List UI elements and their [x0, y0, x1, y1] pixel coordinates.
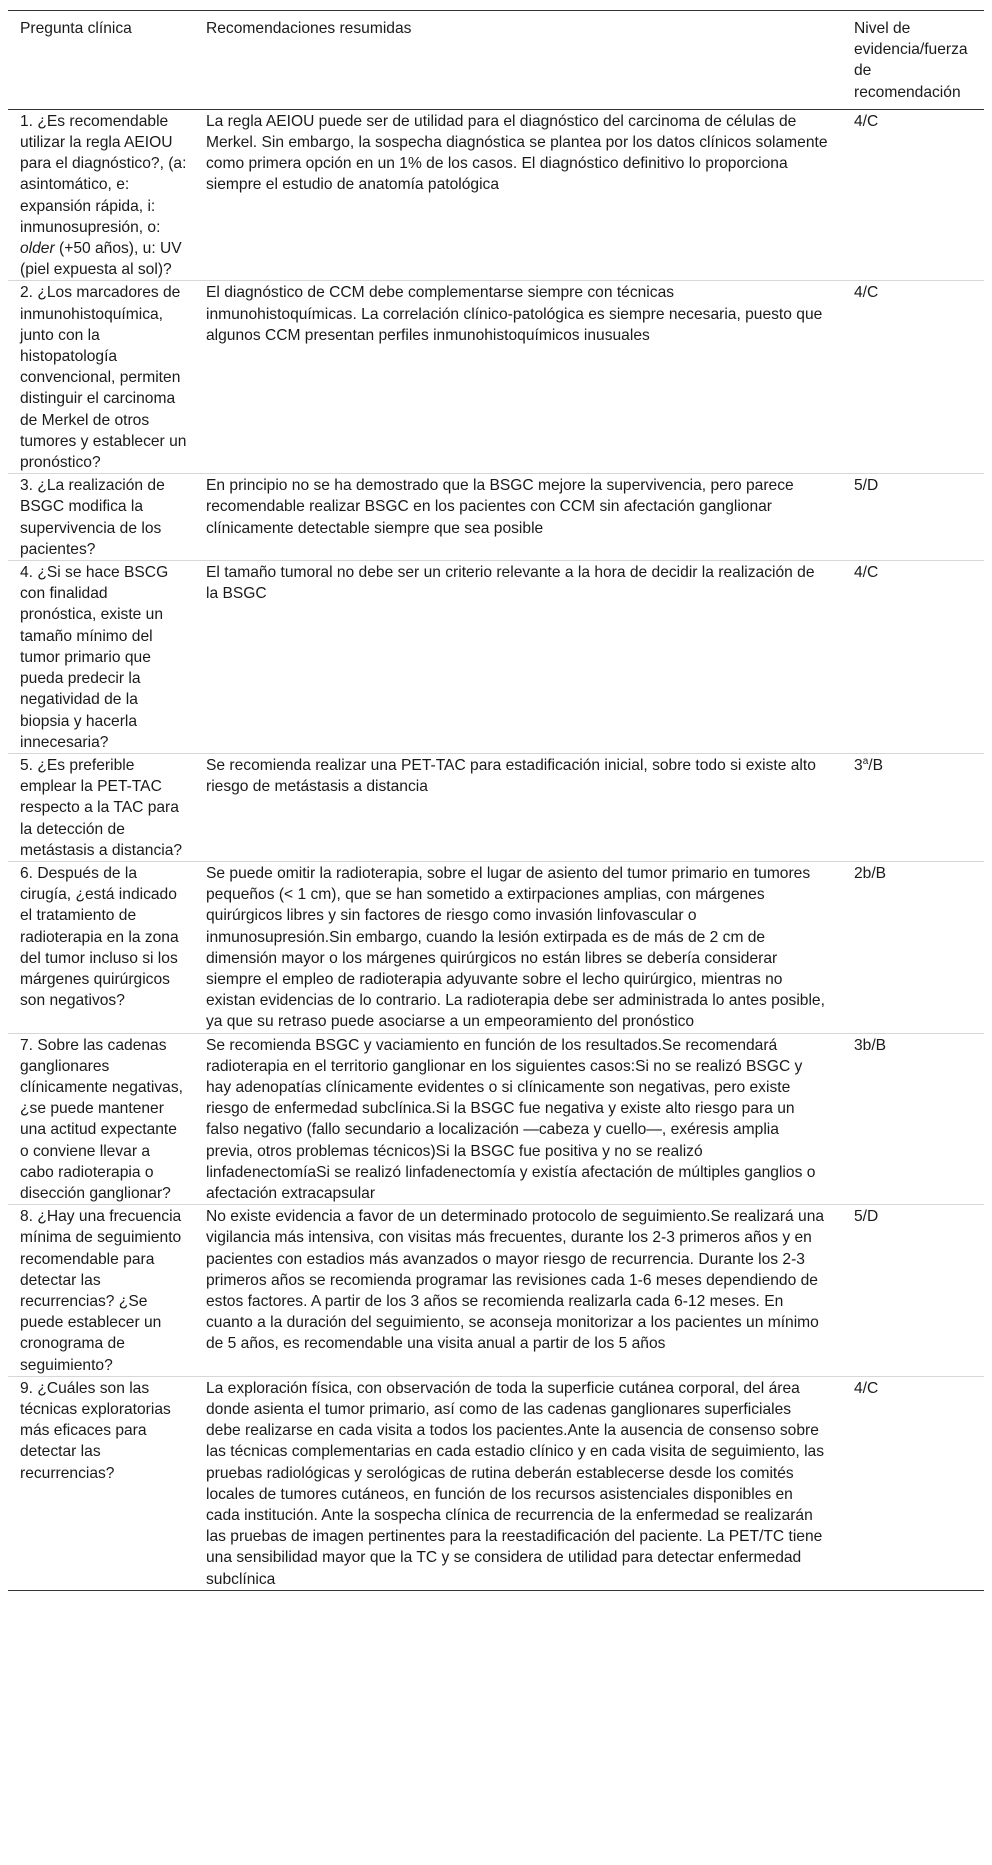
- question-cell: 6. Después de la cirugía, ¿está indicado el tratamiento de radioterapia en la zona del tumor incluso si los márgenes quirúrgicos son negativos?: [20, 864, 179, 1010]
- question-text: 1. ¿Es recomendable utilizar la regla AEIOU para el diagnóstico?, (a: asintomático, e: expansión rápida, i: inmunosupresión, o:: [20, 112, 187, 236]
- recommendations-table: [8, 10, 984, 1591]
- table-row: [8, 1376, 984, 1590]
- question-cell: 9. ¿Cuáles son las técnicas exploratorias más eficaces para detectar las recurrencias?: [20, 1379, 171, 1482]
- table-row: [8, 753, 984, 861]
- evidence-level-cell: 2b/B: [854, 864, 887, 882]
- evidence-level-cell: 4/C: [854, 1379, 879, 1397]
- recommendation-cell: Se recomienda realizar una PET-TAC para estadificación inicial, sobre todo si existe alto riesgo de metástasis a distancia: [206, 756, 816, 796]
- evidence-level-cell: 5/D: [854, 1208, 879, 1226]
- recommendation-cell: Se puede omitir la radioterapia, sobre el lugar de asiento del tumor primario en tumores pequeños (< 1 cm), que se han sometido a extirpaciones amplias, con márgenes quirúrgicos libres y sin factores de riesgo como invasión linfovascular o inmunosupresión.Sin embargo, cuando la lesión extirpada es de más de 2 cm de dimensión mayor o los márgenes quirúrgicos no están libres se debería considerar siempre el empleo de radioterapia adyuvante sobre el lecho quirúrgico, mientras no existan evidencias de lo contrario. La radioterapia debe ser administrada lo antes posible, ya que su retraso puede asociarse a un empeoramiento del pronóstico: [206, 864, 825, 1031]
- question-emphasis: older: [20, 240, 55, 258]
- recommendation-cell: No existe evidencia a favor de un determinado protocolo de seguimiento.Se realizará una vigilancia más intensiva, con visitas más frecuentes, durante los 2-3 primeros años y en pacientes con estadios más avanzados o mayor riesgo de recurrencia. Durante los 2-3 primeros años se recomienda programar las revisiones cada 1-6 meses dependiendo de estos factores. A partir de los 3 años se recomienda realizarla cada 6-12 meses. En cuanto a la duración del seguimiento, se aconseja monitorizar a los pacientes un mínimo de 5 años, es recomendable una visita anual a partir de los 5 años: [206, 1208, 825, 1353]
- evidence-level-cell: 3b/B: [854, 1036, 887, 1054]
- question-cell: 7. Sobre las cadenas ganglionares clínicamente negativas, ¿se puede mantener una actitud expectante o conviene llevar a cabo radioterapia o disección ganglionar?: [20, 1036, 183, 1202]
- evidence-level-main: 3: [854, 756, 863, 774]
- table-row: [8, 1033, 984, 1205]
- header-recommendation: Recomendaciones resumidas: [206, 20, 412, 37]
- evidence-level-superscript: a: [862, 755, 869, 767]
- evidence-level-cell: 4/C: [854, 564, 879, 582]
- table-row: [8, 861, 984, 1033]
- table-row: [8, 109, 984, 281]
- table-row: [8, 474, 984, 561]
- recommendation-cell: El tamaño tumoral no debe ser un criterio relevante a la hora de decidir la realización de la BSGC: [206, 564, 815, 603]
- table-row: [8, 281, 984, 474]
- recommendation-cell: El diagnóstico de CCM debe complementarse siempre con técnicas inmunohistoquímicas. La correlación clínico-patológica es siempre necesaria, puesto que algunos CCM presentan perfiles inmunohistoquímicos inusuales: [206, 284, 823, 344]
- recommendation-cell: La regla AEIOU puede ser de utilidad para el diagnóstico del carcinoma de células de Merkel. Sin embargo, la sospecha diagnóstica se plantea por los datos clínicos solamente como primera opción en un 1% de los casos. El diagnóstico definitivo lo proporciona siempre el estudio de anatomía patológica: [206, 112, 828, 194]
- evidence-level-cell: 5/D: [854, 477, 879, 495]
- evidence-level-tail: /B: [868, 756, 883, 774]
- header-level: Nivel de evidencia/fuerza de recomendación: [854, 20, 968, 101]
- evidence-level-cell: [842, 753, 984, 861]
- evidence-level-cell: 4/C: [854, 284, 879, 302]
- question-cell: 3. ¿La realización de BSGC modifica la supervivencia de los pacientes?: [20, 477, 165, 558]
- question-cell: 8. ¿Hay una frecuencia mínima de seguimiento recomendable para detectar las recurrencias? ¿Se puede establecer un cronograma de seguimiento?: [20, 1208, 182, 1374]
- question-cell: [8, 109, 194, 281]
- question-cell: 5. ¿Es preferible emplear la PET-TAC respecto a la TAC para la detección de metástasis a distancia?: [20, 756, 183, 859]
- recommendation-cell: Se recomienda BSGC y vaciamiento en función de los resultados.Se recomendará radioterapia en el territorio ganglionar en los siguientes casos:Si no se realizó BSGC y hay adenopatías clínicamente evidentes o si clínicamente son negativas, pero existe riesgo de enfermedad subclínica.Si la BSGC fue negativa y existe alto riesgo para un falso negativo (fallo secundario a localización —cabeza y cuello—, exéresis amplia previa, otros problemas técnicos)Si la BSGC fue positiva y no se realizó linfadenectomíaSi se realizó linfadenectomía y existía afectación de múltiples ganglios o afectación extracapsular: [206, 1036, 816, 1202]
- question-text-tail: (+50 años), u: UV (piel expuesta al sol)?: [20, 240, 182, 279]
- table-row: [8, 1205, 984, 1377]
- question-cell: 4. ¿Si se hace BSCG con finalidad pronóstica, existe un tamaño mínimo del tumor primario que pueda predecir la negatividad de la biopsia y hacerla innecesaria?: [20, 564, 169, 751]
- table-header-row: [8, 11, 984, 110]
- table-row: [8, 561, 984, 754]
- recommendation-cell: En principio no se ha demostrado que la BSGC mejore la supervivencia, pero parece recomendable realizar BSGC en los pacientes con CCM sin afectación ganglionar clínicamente detectable siempre que sea posible: [206, 477, 794, 537]
- question-cell: 2. ¿Los marcadores de inmunohistoquímica, junto con la histopatología convencional, permiten distinguir el carcinoma de Merkel de otros tumores y establecer un pronóstico?: [20, 284, 187, 472]
- recommendation-cell: La exploración física, con observación de toda la superficie cutánea corporal, del área donde asienta el tumor primario, así como de las cadenas ganglionares superficiales debe realizarse en cada visita a todos los pacientes.Ante la ausencia de consenso sobre las técnicas complementarias en cada estadio clínico y en cada visita de seguimiento, las pruebas radiológicas y serológicas de rutina deberán establecerse desde los comités locales de tumores cutáneos, en función de los recursos asistenciales disponibles en cada institución. Ante la sospecha clínica de recurrencia de la enfermedad se realizarán las pruebas de imagen pertinentes para la reestadificación del paciente. La PET/TC tiene una sensibilidad mayor que la TC y se considera de utilidad para detectar enfermedad subclínica: [206, 1379, 825, 1588]
- header-question: Pregunta clínica: [20, 20, 132, 37]
- evidence-level-cell: 4/C: [854, 112, 879, 130]
